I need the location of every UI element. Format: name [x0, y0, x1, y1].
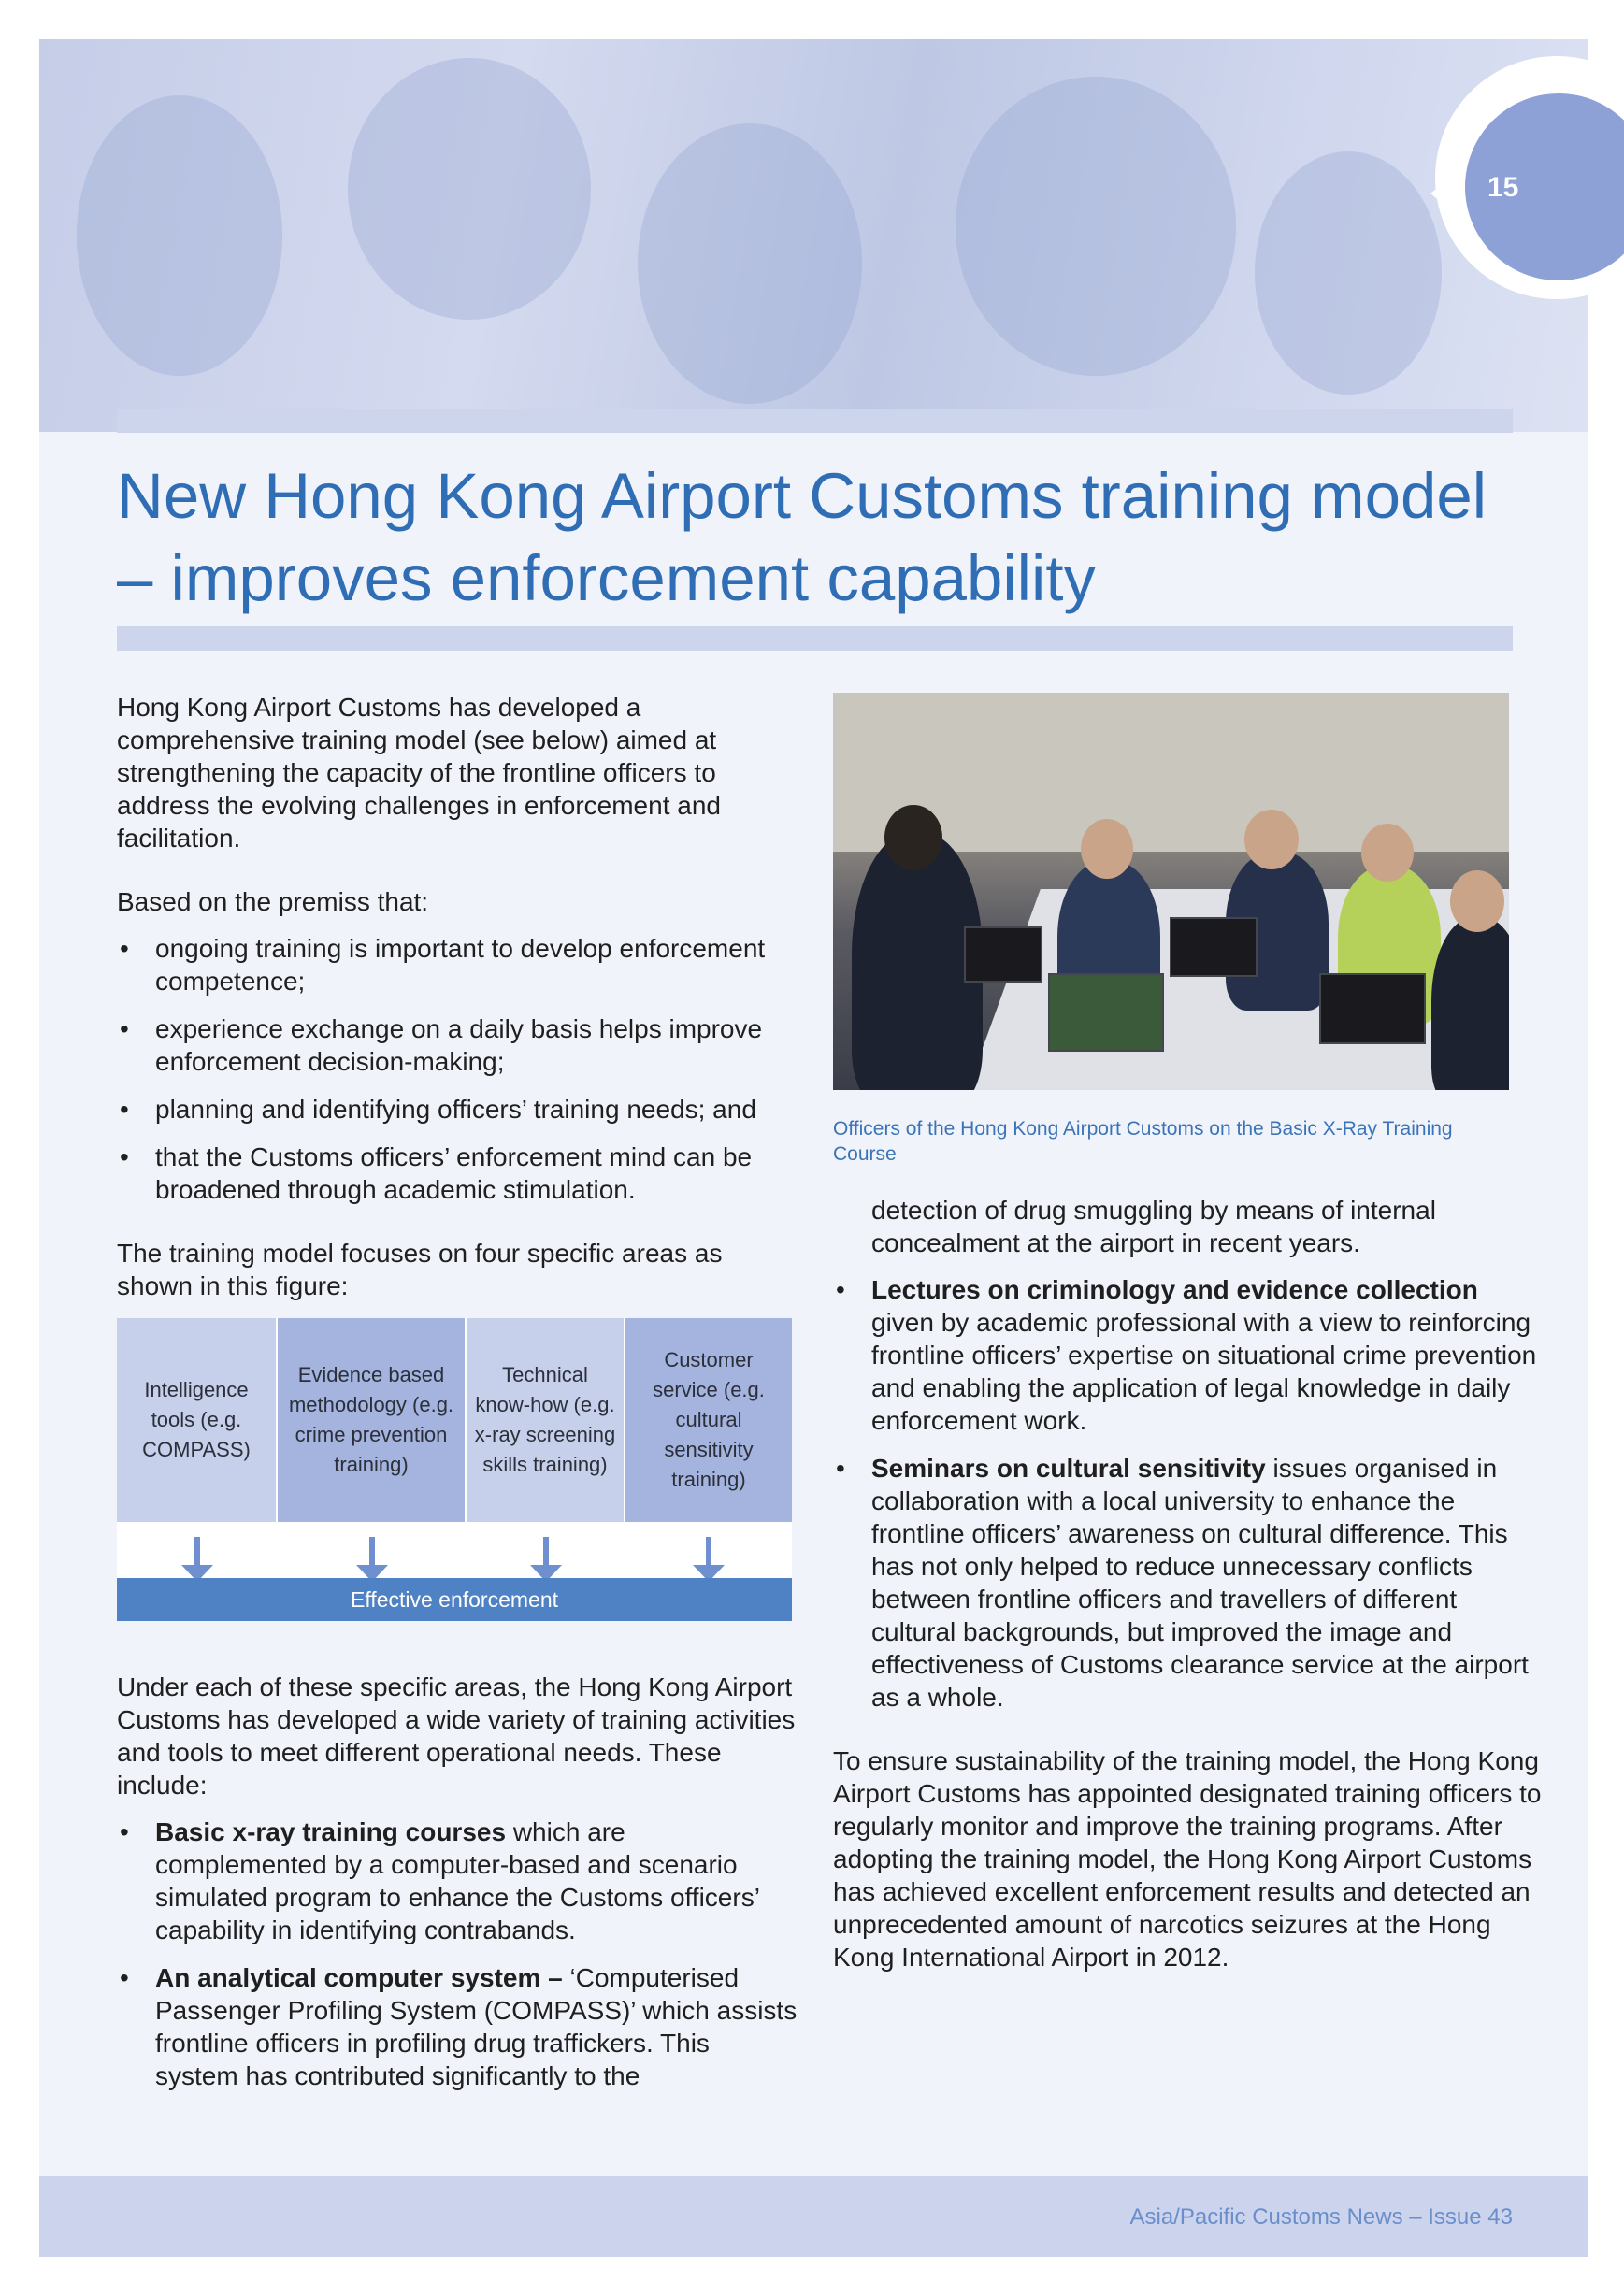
page-number: 15: [1487, 172, 1519, 203]
diagram-box-evidence: Evidence based methodology (e.g. crime prevention training): [278, 1318, 467, 1522]
left-column-lower: [117, 1671, 799, 2092]
continuation-paragraph: detection of drug smuggling by means of internal concealment at the airport in recent years.: [871, 1196, 1436, 1257]
page-title: New Hong Kong Airport Customs training model – improves enforcement capability: [117, 460, 1487, 614]
activity-title: An analytical computer system –: [155, 1963, 563, 1992]
arrow-down-icon: [693, 1537, 725, 1582]
diagram-box-technical: Technical know-how (e.g. x-ray screening skills training): [467, 1318, 625, 1522]
activity-title: Basic x-ray training courses: [155, 1817, 507, 1846]
intro-paragraph: Hong Kong Airport Customs has developed a comprehensive training model (see below) aimed at strengthening the capacity of the frontline officers to address the evolving challenges in enforcement and facilitation.: [117, 693, 721, 853]
arrow-down-icon: [181, 1537, 213, 1582]
title-rule-top: [117, 409, 1513, 433]
activity-title: Seminars on cultural sensitivity: [871, 1454, 1266, 1483]
diagram-box-intelligence: Intelligence tools (e.g. COMPASS): [117, 1318, 278, 1522]
right-column: [833, 1194, 1544, 1973]
premise-list: [117, 932, 799, 1206]
left-column: [117, 691, 799, 1302]
activity-title: Lectures on criminology and evidence collection: [871, 1275, 1478, 1304]
activity-list: [117, 1815, 799, 2092]
after-figure-paragraph: Under each of these specific areas, the Hong Kong Airport Customs has developed a wide variety of training activities and tools to meet different operational needs. These include:: [117, 1672, 796, 1800]
conclusion-paragraph: To ensure sustainability of the training model, the Hong Kong Airport Customs has appointed designated training officers to regularly monitor and improve the training programs. After adopting the training model, the Hong Kong Airport Customs has achieved excellent enforcement results and detected an unprecedented amount of narcotics seizures at the Hong Kong International Airport in 2012.: [833, 1746, 1542, 1972]
page: [39, 39, 1588, 2257]
diagram-box-customer-service: Customer service (e.g. cultural sensitivity training): [625, 1318, 792, 1522]
activity-list-continued: [833, 1273, 1544, 1714]
list-item: • experience exchange on a daily basis helps improve enforcement decision-making;: [117, 1012, 799, 1078]
list-item: [117, 1815, 799, 1946]
list-item: [833, 1273, 1544, 1437]
page-number-notch: [1430, 173, 1455, 214]
list-item: [833, 1452, 1544, 1714]
diagram-outcome-bar: Effective enforcement: [117, 1578, 792, 1621]
list-item: • planning and identifying officers’ training needs; and: [117, 1093, 799, 1126]
activity-text: ‘Computerised Passenger Profiling System (COMPASS)’ which assists frontline officers in profiling drug traffickers. This system has contributed significantly to the: [155, 1963, 798, 2090]
list-item: [117, 1961, 799, 2092]
footer-band: [39, 2176, 1588, 2257]
list-item: • ongoing training is important to develop enforcement competence;: [117, 932, 799, 997]
arrow-down-icon: [356, 1537, 388, 1582]
title-rule-bottom: [117, 626, 1513, 651]
list-item: • that the Customs officers’ enforcement mind can be broadened through academic stimulation.: [117, 1141, 799, 1206]
footer-publication: Asia/Pacific Customs News – Issue 43: [1129, 2204, 1513, 2230]
photo-caption: Officers of the Hong Kong Airport Customs on the Basic X-Ray Training Course: [833, 1118, 1453, 1165]
activity-text: given by academic professional with a view to reinforcing frontline officers’ expertise on situational crime prevention and enabling the application of legal knowledge in daily enforcement work.: [871, 1308, 1537, 1435]
arrow-down-icon: [530, 1537, 562, 1582]
premise-lead: Based on the premiss that:: [117, 887, 429, 916]
training-model-diagram: [117, 1318, 792, 1621]
training-course-photo: [833, 693, 1509, 1090]
figure-lead: The training model focuses on four specific areas as shown in this figure:: [117, 1239, 723, 1300]
header-banner-photo: [39, 39, 1588, 432]
activity-text: which are complemented by a computer-based and scenario simulated program to enhance the Customs officers’ capability in identifying contrabands.: [155, 1817, 759, 1944]
activity-text: issues organised in collaboration with a local university to enhance the frontline officers’ awareness on cultural difference. This has not only helped to reduce unnecessary conflicts between frontline officers and travellers of different cultural backgrounds, but improved the image and effectiveness of Customs clearance service at the airport as a whole.: [871, 1454, 1529, 1712]
